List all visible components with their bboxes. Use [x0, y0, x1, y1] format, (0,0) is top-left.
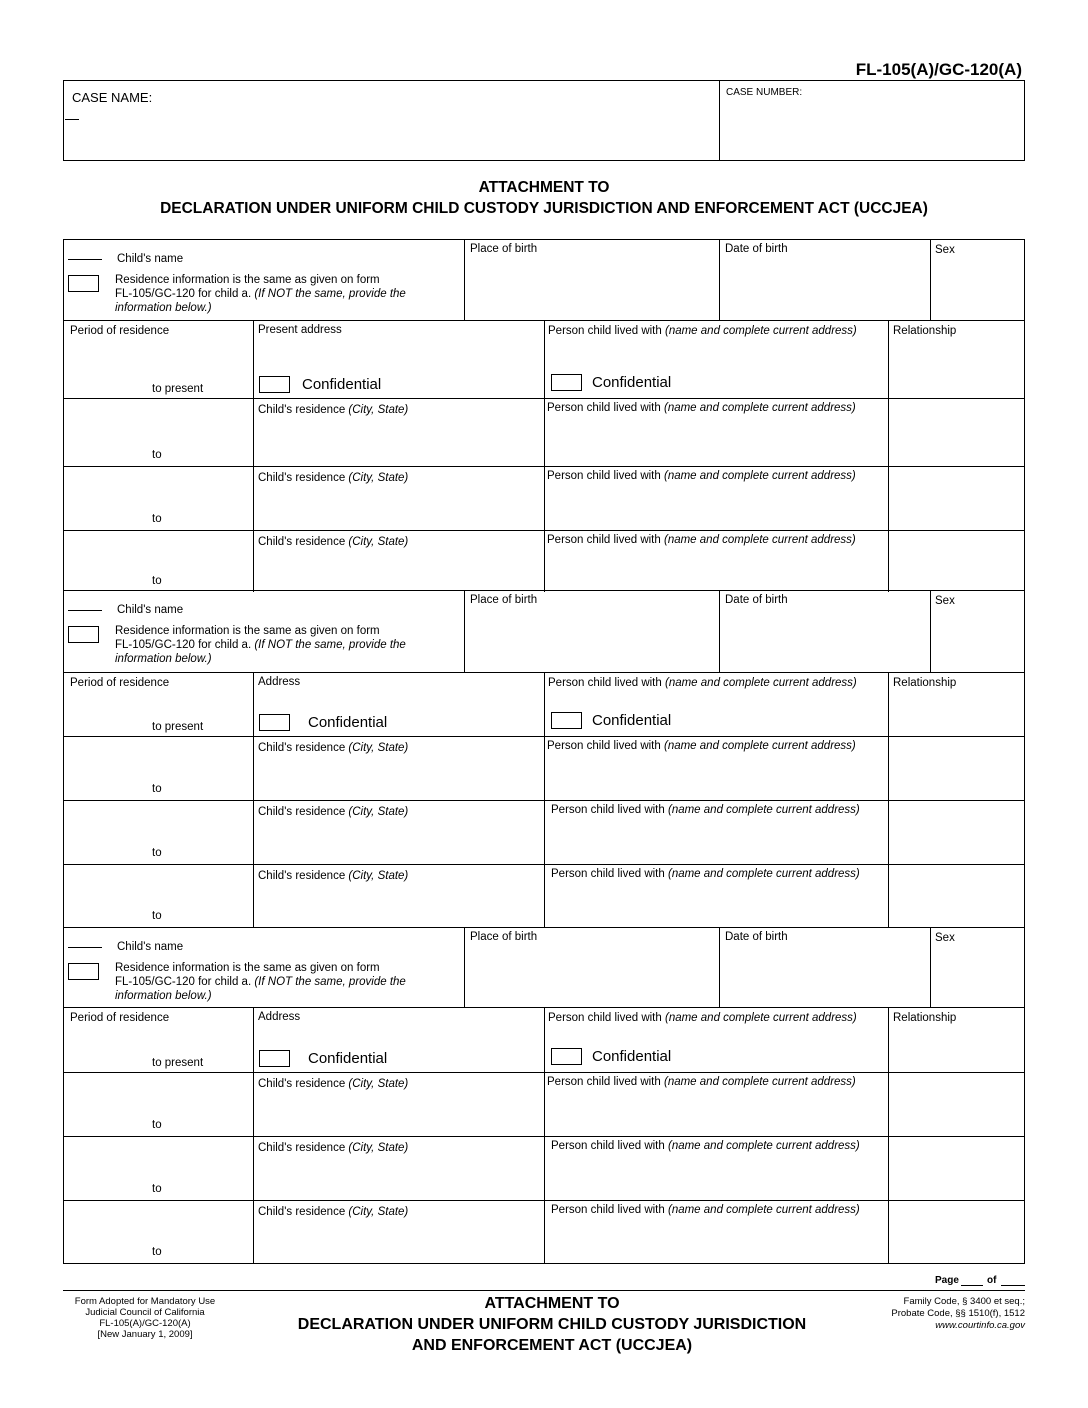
child-2-date-of-birth-field[interactable] — [725, 608, 925, 668]
childs-residence-label: Child's residence (City, State) — [258, 1206, 409, 1218]
child-2-row-1-person-field[interactable] — [548, 692, 884, 710]
page-title-line1: ATTACHMENT TO — [478, 179, 610, 196]
footer-right: Family Code, § 3400 et seq.; Probate Code, §§ 1510(f), 1512 www.courtinfo.ca.gov — [891, 1296, 1025, 1331]
child-2-row-2-residence-field[interactable] — [257, 756, 540, 796]
child-1-row-2-relationship-field[interactable] — [892, 418, 1021, 462]
residence-same-label: Residence information is the same as given on form — [115, 274, 380, 286]
childs-residence-label: Child's residence (City, State) — [258, 1142, 409, 1154]
childs-name-label: Child's name — [117, 253, 184, 265]
confidential-label: Confidential — [592, 374, 672, 391]
child-1-row-2-residence-field[interactable] — [257, 418, 540, 462]
child-3-sex-field[interactable] — [935, 945, 1020, 1003]
child-2-address-confidential-checkbox[interactable] — [259, 714, 290, 731]
confidential-label: Confidential — [302, 376, 382, 393]
case-number-label: CASE NUMBER: — [726, 87, 803, 98]
case-name-label: CASE NAME: — [72, 90, 153, 105]
child-1-row-2-period-field[interactable] — [68, 418, 248, 462]
residence-same-label: information below.) — [115, 302, 212, 314]
child-1-row-3-residence-field[interactable] — [257, 486, 540, 526]
child-3-row-2-residence-field[interactable] — [257, 1092, 540, 1132]
child-3-row-4-residence-field[interactable] — [257, 1220, 540, 1259]
child-2-row-4-period-field[interactable] — [68, 884, 248, 923]
person-lived-with-label: Person child lived with (name and complete current address) — [551, 1140, 860, 1152]
child-1-row-4-residence-field[interactable] — [257, 550, 540, 588]
child-2-row-2-person-field[interactable] — [548, 756, 884, 796]
to-label: to — [152, 1119, 162, 1131]
child-2-row-4-relationship-field[interactable] — [892, 884, 1021, 923]
confidential-label: Confidential — [592, 1048, 672, 1065]
child-1-row-3-person-field[interactable] — [548, 486, 884, 526]
child-1-row-1-period-field[interactable] — [68, 340, 248, 394]
of-label: of — [987, 1275, 997, 1286]
child-1-date-of-birth-field[interactable] — [725, 257, 925, 316]
child-1-address-confidential-checkbox[interactable] — [259, 376, 290, 393]
period-of-residence-label: Period of residence — [70, 325, 170, 337]
footer-left: Form Adopted for Mandatory Use Judicial Council of California FL-105(A)/GC-120(A) [New January 1, 2009] — [74, 1296, 216, 1340]
child-2-row-2-relationship-field[interactable] — [892, 756, 1021, 796]
child-3-row-3-period-field[interactable] — [68, 1156, 248, 1196]
person-lived-with-label: Person child lived with (name and complete current address) — [547, 402, 856, 414]
date-of-birth-label: Date of birth — [725, 243, 788, 255]
case-number-field[interactable] — [726, 100, 1016, 156]
childs-residence-label: Child's residence (City, State) — [258, 404, 409, 416]
childs-residence-label: Child's residence (City, State) — [258, 742, 409, 754]
page-title-line2: DECLARATION UNDER UNIFORM CHILD CUSTODY JURISDICTION AND ENFORCEMENT ACT (UCCJEA) — [160, 200, 928, 217]
child-3-row-4-person-field[interactable] — [548, 1220, 884, 1259]
childs-residence-label: Child's residence (City, State) — [258, 472, 409, 484]
address-label: Address — [258, 676, 301, 688]
child-2-sex-field[interactable] — [935, 608, 1020, 668]
child-1-row-4-person-field[interactable] — [548, 550, 884, 588]
page-number-field[interactable] — [961, 1285, 983, 1286]
child-1-name-field[interactable] — [68, 259, 102, 260]
child-3-person-confidential-checkbox[interactable] — [551, 1048, 582, 1065]
child-1-row-3-relationship-field[interactable] — [892, 486, 1021, 526]
child-3-row-2-relationship-field[interactable] — [892, 1092, 1021, 1132]
child-1-row-3-period-field[interactable] — [68, 486, 248, 526]
child-2-person-confidential-checkbox[interactable] — [551, 712, 582, 729]
child-1-row-1-residence-field[interactable] — [257, 340, 540, 374]
child-2-row-3-period-field[interactable] — [68, 820, 248, 860]
childs-residence-label: Child's residence (City, State) — [258, 870, 409, 882]
childs-residence-label: Child's residence (City, State) — [258, 536, 409, 548]
childs-name-label: Child's name — [117, 604, 184, 616]
child-3-row-3-person-field[interactable] — [548, 1156, 884, 1196]
confidential-label: Confidential — [308, 1050, 388, 1067]
child-3-row-4-period-field[interactable] — [68, 1220, 248, 1259]
child-2-place-of-birth-field[interactable] — [470, 608, 714, 668]
relationship-label: Relationship — [893, 325, 957, 337]
childs-residence-label: Child's residence (City, State) — [258, 1078, 409, 1090]
person-lived-with-label: Person child lived with (name and complete current address) — [551, 804, 860, 816]
child-1-person-confidential-checkbox[interactable] — [551, 374, 582, 391]
period-of-residence-label: Period of residence — [70, 677, 170, 689]
child-2-row-1-relationship-field[interactable] — [892, 692, 1021, 732]
page-total-field[interactable] — [1001, 1285, 1025, 1286]
child-3-address-confidential-checkbox[interactable] — [259, 1050, 290, 1067]
to-present-label: to present — [152, 721, 204, 733]
to-label: to — [152, 847, 162, 859]
person-lived-with-label: Person child lived with (name and complete current address) — [548, 1012, 857, 1024]
to-label: to — [152, 1183, 162, 1195]
child-1-row-2-person-field[interactable] — [548, 418, 884, 462]
person-lived-with-label: Person child lived with (name and complete current address) — [548, 325, 857, 337]
address-label: Present address — [258, 324, 342, 336]
child-3-place-of-birth-field[interactable] — [470, 945, 714, 1003]
person-lived-with-label: Person child lived with (name and complete current address) — [547, 740, 856, 752]
to-label: to — [152, 575, 162, 587]
confidential-label: Confidential — [308, 714, 388, 731]
person-lived-with-label: Person child lived with (name and complete current address) — [548, 677, 857, 689]
child-1-same-residence-checkbox[interactable] — [68, 275, 99, 292]
child-3-row-2-person-field[interactable] — [548, 1092, 884, 1132]
to-present-label: to present — [152, 1057, 204, 1069]
person-lived-with-label: Person child lived with (name and complete current address) — [551, 868, 860, 880]
place-of-birth-label: Place of birth — [470, 931, 538, 943]
child-2-name-field[interactable] — [68, 610, 102, 611]
child-3-row-3-residence-field[interactable] — [257, 1156, 540, 1196]
period-of-residence-label: Period of residence — [70, 1012, 170, 1024]
child-2-row-1-residence-field[interactable] — [257, 692, 540, 712]
confidential-label: Confidential — [592, 712, 672, 729]
footer-title: ATTACHMENT TO DECLARATION UNDER UNIFORM CHILD CUSTODY JURISDICTION AND ENFORCEMENT ACT (UCCJEA) — [297, 1295, 807, 1354]
child-2-row-1-period-field[interactable] — [68, 692, 248, 732]
child-3-name-field[interactable] — [68, 947, 102, 948]
relationship-label: Relationship — [893, 677, 957, 689]
case-name-field[interactable] — [160, 86, 710, 156]
child-1-row-4-relationship-field[interactable] — [892, 550, 1021, 588]
form-id: FL-105(A)/GC-120(A) — [855, 60, 1022, 79]
sex-label: Sex — [935, 932, 955, 944]
child-2-same-residence-checkbox[interactable] — [68, 626, 99, 643]
child-3-row-2-period-field[interactable] — [68, 1092, 248, 1132]
residence-same-label: information below.) — [115, 990, 212, 1002]
child-1-row-1-person-field[interactable] — [548, 340, 884, 372]
child-1-row-4-period-field[interactable] — [68, 550, 248, 588]
date-of-birth-label: Date of birth — [725, 931, 788, 943]
date-of-birth-label: Date of birth — [725, 594, 788, 606]
child-3-row-1-relationship-field[interactable] — [892, 1027, 1021, 1068]
child-2-row-2-period-field[interactable] — [68, 756, 248, 796]
person-lived-with-label: Person child lived with (name and complete current address) — [547, 534, 856, 546]
child-3-row-3-relationship-field[interactable] — [892, 1156, 1021, 1196]
child-3-row-1-residence-field[interactable] — [257, 1027, 540, 1048]
child-3-row-4-relationship-field[interactable] — [892, 1220, 1021, 1259]
address-label: Address — [258, 1011, 301, 1023]
relationship-label: Relationship — [893, 1012, 957, 1024]
page-label: Page — [935, 1275, 959, 1286]
to-label: to — [152, 910, 162, 922]
child-2-row-3-residence-field[interactable] — [257, 820, 540, 860]
residence-same-label: FL-105/GC-120 for child a. (If NOT the same, provide the — [115, 639, 406, 651]
residence-same-label: information below.) — [115, 653, 212, 665]
child-2-row-3-relationship-field[interactable] — [892, 820, 1021, 860]
to-label: to — [152, 1246, 162, 1258]
child-3-same-residence-checkbox[interactable] — [68, 963, 99, 980]
place-of-birth-label: Place of birth — [470, 594, 538, 606]
child-1-sex-field[interactable] — [935, 257, 1020, 316]
person-lived-with-label: Person child lived with (name and complete current address) — [547, 1076, 856, 1088]
person-lived-with-label: Person child lived with (name and complete current address) — [547, 470, 856, 482]
person-lived-with-label: Person child lived with (name and complete current address) — [551, 1204, 860, 1216]
child-2-row-4-residence-field[interactable] — [257, 884, 540, 923]
to-label: to — [152, 449, 162, 461]
sex-label: Sex — [935, 595, 955, 607]
to-present-label: to present — [152, 383, 204, 395]
to-label: to — [152, 513, 162, 525]
child-2-row-3-person-field[interactable] — [548, 820, 884, 860]
residence-same-label: Residence information is the same as given on form — [115, 962, 380, 974]
residence-same-label: FL-105/GC-120 for child a. (If NOT the same, provide the — [115, 288, 406, 300]
child-1-row-1-relationship-field[interactable] — [892, 340, 1021, 394]
residence-same-label: Residence information is the same as given on form — [115, 625, 380, 637]
residence-same-label: FL-105/GC-120 for child a. (If NOT the same, provide the — [115, 976, 406, 988]
child-1-place-of-birth-field[interactable] — [470, 257, 714, 316]
sex-label: Sex — [935, 244, 955, 256]
child-3-date-of-birth-field[interactable] — [725, 945, 925, 1003]
to-label: to — [152, 783, 162, 795]
child-3-row-1-period-field[interactable] — [68, 1027, 248, 1068]
childs-residence-label: Child's residence (City, State) — [258, 806, 409, 818]
place-of-birth-label: Place of birth — [470, 243, 538, 255]
child-3-row-1-person-field[interactable] — [548, 1027, 884, 1046]
child-2-row-4-person-field[interactable] — [548, 884, 884, 923]
childs-name-label: Child's name — [117, 941, 184, 953]
